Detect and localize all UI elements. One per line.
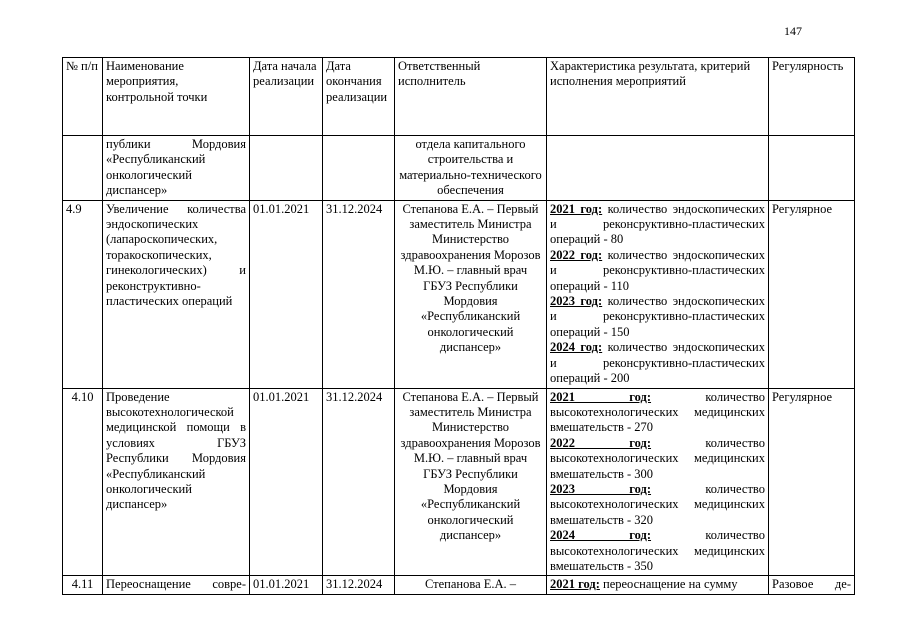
result-text: переоснащение на сумму	[603, 577, 738, 592]
result-year: 2021 год:	[550, 201, 603, 216]
result-entry	[550, 577, 765, 593]
cell-responsible: отдела капитального строительства и материально-технического обеспечения	[395, 136, 547, 201]
cell-regularity	[769, 576, 855, 595]
table-row	[63, 388, 855, 576]
result-text: количество высокотехнологических медицинских вмешательств - 300	[550, 435, 765, 481]
cell-responsible	[395, 576, 547, 595]
cell-end	[323, 576, 395, 595]
cell-start	[250, 136, 323, 201]
cell-name: публики Мордовия «Республиканский онкологический диспансер»	[103, 136, 250, 201]
header-result: Характеристика результата, критерий исполнения мероприятий	[547, 58, 769, 136]
result-year: 2022 год:	[550, 435, 652, 450]
result-entry	[550, 294, 765, 340]
cell-name: Увеличение количества эндоскопических (лапароскопических, торакоскопических, гинекологических) и реконструктивно-пластических операций	[103, 200, 250, 388]
cell-num: 4.11	[63, 576, 103, 595]
header-start: Дата начала реализации	[250, 58, 323, 136]
result-year: 2024 год:	[550, 528, 652, 543]
table-row	[63, 576, 855, 595]
result-entry	[550, 390, 765, 436]
result-entry	[550, 340, 765, 386]
cell-num: 4.10	[63, 388, 103, 576]
table-row	[63, 200, 855, 388]
header-end: Дата окончания реализации	[323, 58, 395, 136]
page-number: 147	[784, 24, 802, 38]
result-entry	[550, 248, 765, 294]
table-header-row	[63, 58, 855, 136]
cell-end	[323, 136, 395, 201]
cell-name-text: Переоснащение совре-	[106, 577, 246, 592]
cell-result	[547, 136, 769, 201]
cell-start: 01.01.2021	[250, 388, 323, 576]
result-year: 2021 год:	[550, 389, 652, 404]
cell-num	[63, 136, 103, 201]
result-text: количество высокотехнологических медицинских вмешательств - 350	[550, 528, 765, 573]
result-text: количество эндоскопических и реконсруктивно-пластических операций - 80	[550, 201, 765, 247]
cell-responsible: Степанова Е.А. – Первый заместитель Министра Министерство здравоохранения Морозов М.Ю. – главный врач ГБУЗ Республики Мордовия «Республиканский онкологический диспансер»	[395, 388, 547, 576]
cell-end-text: 31.12.2024	[326, 577, 383, 592]
result-text: количество эндоскопических и реконсруктивно-пластических операций - 110	[550, 247, 765, 293]
cell-start	[250, 576, 323, 595]
header-num: № п/п	[63, 58, 103, 136]
header-name: Наименование мероприятия, контрольной точки	[103, 58, 250, 136]
result-entry	[550, 202, 765, 248]
cell-responsible-text: Степанова Е.А. –	[424, 577, 517, 592]
cell-regularity	[769, 136, 855, 201]
cell-start-text: 01.01.2021	[253, 577, 310, 592]
header-regularity: Регулярность	[769, 58, 855, 136]
result-entry	[550, 436, 765, 482]
cell-start: 01.01.2021	[250, 200, 323, 388]
result-entry	[550, 482, 765, 528]
cell-name: Проведение высокотехнологической медицинской помощи в условиях ГБУЗ Республики Мордовия «Республиканский онкологический диспансер»	[103, 388, 250, 576]
result-text: количество высокотехнологических медицинских вмешательств - 320	[550, 481, 765, 527]
cell-end: 31.12.2024	[323, 388, 395, 576]
cell-num: 4.9	[63, 200, 103, 388]
result-year: 2024 год:	[550, 340, 603, 355]
result-year: 2022 год:	[550, 247, 603, 262]
cell-result	[547, 200, 769, 388]
cell-regularity: Регулярное	[769, 200, 855, 388]
cell-responsible: Степанова Е.А. – Первый заместитель Министра Министерство здравоохранения Морозов М.Ю. – главный врач ГБУЗ Республики Мордовия «Республиканский онкологический диспансер»	[395, 200, 547, 388]
result-entry	[550, 528, 765, 574]
result-text: количество высокотехнологических медицинских вмешательств - 270	[550, 389, 765, 435]
result-year: 2023 год:	[550, 481, 652, 496]
cell-end: 31.12.2024	[323, 200, 395, 388]
result-year: 2023 год:	[550, 294, 603, 309]
result-text: количество эндоскопических и реконсруктивно-пластических операций - 150	[550, 294, 765, 339]
cell-result	[547, 388, 769, 576]
result-text: количество эндоскопических и реконсруктивно-пластических операций - 200	[550, 340, 765, 386]
cell-result	[547, 576, 769, 595]
cell-name	[103, 576, 250, 595]
cell-regularity-text: Разовое де-	[772, 577, 851, 592]
header-responsible: Ответственный исполнитель	[395, 58, 547, 136]
cell-regularity: Регулярное	[769, 388, 855, 576]
result-year: 2021 год:	[550, 577, 600, 592]
measures-table	[62, 57, 855, 595]
table-row	[63, 136, 855, 201]
